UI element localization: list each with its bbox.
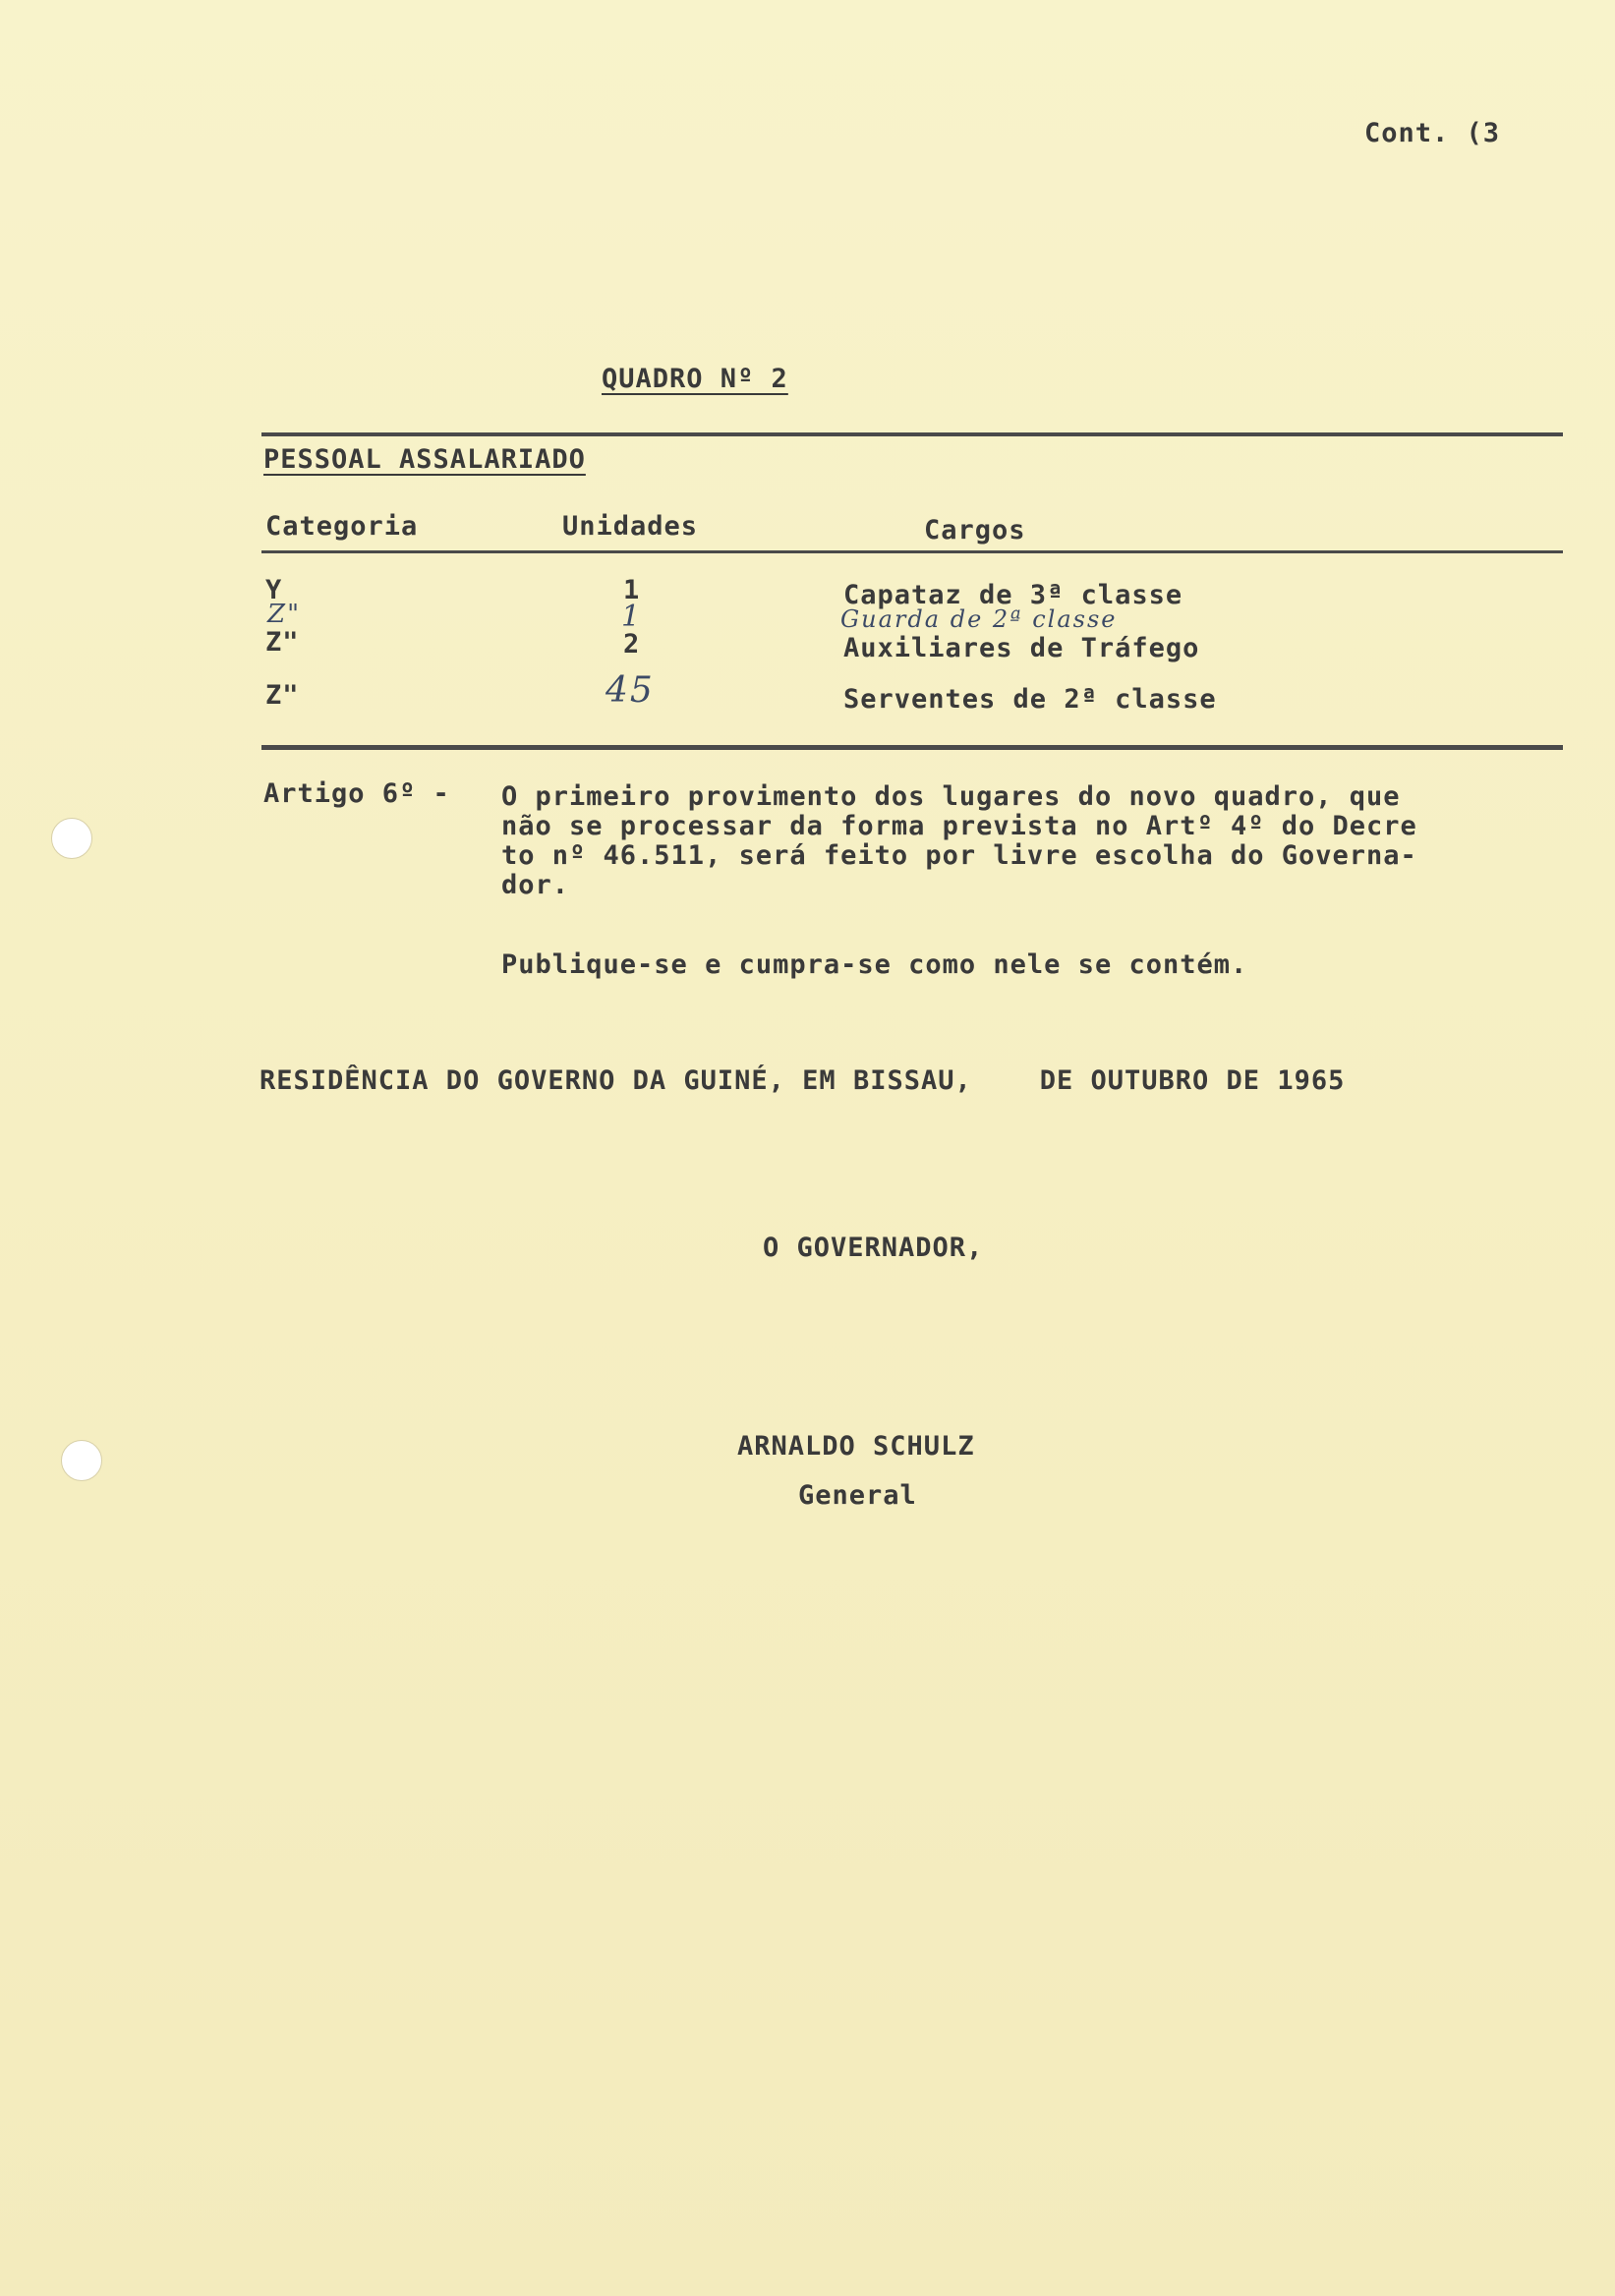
closing-formula: Publique-se e cumpra-se como nele se contém.: [501, 949, 1248, 980]
row-2-unidades: 2: [623, 629, 641, 660]
table-bottom-rule: [261, 745, 1563, 750]
article-line-2: não se processar da forma prevista no Artº 4º do Decre: [501, 811, 1417, 841]
handwritten-unidades: 1: [621, 600, 643, 634]
row-1-unidades: 1: [623, 575, 641, 605]
column-header-categoria: Categoria: [265, 511, 419, 542]
punch-hole-top: [51, 818, 92, 859]
row-1-cargo: Capataz de 3ª classe: [843, 580, 1183, 610]
place-date-line: RESIDÊNCIA DO GOVERNO DA GUINÉ, EM BISSAU, DE OUTUBRO DE 1965: [260, 1065, 1346, 1096]
article-text: [501, 782, 1417, 900]
table-top-rule: [261, 432, 1563, 436]
table-title: QUADRO Nº 2: [602, 364, 788, 394]
row-3-categoria: Z": [265, 680, 300, 711]
page-reference: Cont. (3: [1364, 118, 1501, 148]
handwritten-cargo: Guarda de 2ª classe: [840, 605, 1118, 633]
row-3-cargo: Serventes de 2ª classe: [843, 684, 1217, 715]
section-heading: PESSOAL ASSALARIADO: [263, 444, 586, 475]
table-header-rule: [261, 550, 1563, 553]
signature-rank: General: [798, 1480, 917, 1511]
handwritten-serventes-units: 45: [606, 670, 655, 711]
column-header-cargos: Cargos: [924, 515, 1026, 545]
signature-name: ARNALDO SCHULZ: [737, 1431, 975, 1462]
punch-hole-bottom: [61, 1440, 102, 1481]
article-label: Artigo 6º -: [263, 778, 450, 809]
signature-title: O GOVERNADOR,: [763, 1233, 984, 1263]
row-2-cargo: Auxiliares de Tráfego: [843, 633, 1200, 663]
article-line-1: O primeiro provimento dos lugares do novo quadro, que: [501, 781, 1401, 812]
article-line-3: to nº 46.511, será feito por livre escolha do Governa-: [501, 840, 1417, 871]
column-header-unidades: Unidades: [562, 511, 699, 542]
row-1-categoria: Y: [265, 575, 283, 605]
handwritten-categoria: Z": [267, 600, 302, 629]
row-2-categoria: Z": [265, 627, 300, 658]
article-line-4: dor.: [501, 870, 570, 900]
